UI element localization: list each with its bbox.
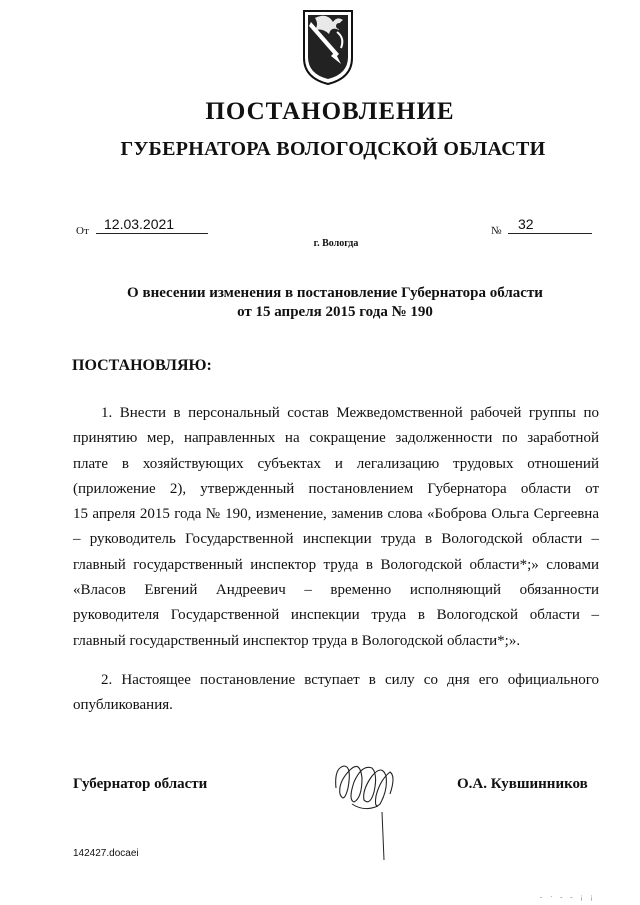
- paragraph-line: руководителя Государственной инспекции труда в Вологодской области –: [73, 607, 599, 624]
- paragraph-line: главный государственный инспектор труда в Вологодской области*;» словами: [73, 556, 599, 573]
- document-subtitle: ГУБЕРНАТОРА ВОЛОГОДСКОЙ ОБЛАСТИ: [120, 138, 546, 160]
- paragraph-line: плате в хозяйствующих субъектах и легализацию трудовых отношений: [73, 455, 599, 472]
- signer-title: Губернатор области: [73, 776, 208, 792]
- paragraph-1: [73, 401, 599, 654]
- date-prefix: От: [76, 225, 89, 237]
- subject-line: от 15 апреля 2015 года № 190: [237, 304, 433, 320]
- number-prefix: №: [491, 225, 502, 237]
- city: г. Вологда: [313, 238, 359, 249]
- coat-of-arms-icon: [301, 8, 355, 86]
- scan-marks: ‐ · ‐ ‐ ¡ ¡: [540, 893, 596, 901]
- handwritten-signature: [330, 754, 400, 864]
- paragraph-line: (приложение 2), утвержденный постановлением Губернатора области от: [73, 480, 599, 497]
- document-title: ПОСТАНОВЛЕНИЕ: [205, 98, 455, 125]
- document-subject: [100, 284, 570, 322]
- resolve-heading: ПОСТАНОВЛЯЮ:: [72, 357, 212, 374]
- paragraph-line: 2. Настоящее постановление вступает в силу со дня его официального: [101, 672, 599, 688]
- subject-line: О внесении изменения в постановление Губернатора области: [127, 285, 543, 301]
- paragraph-line: главный государственный инспектор труда в Вологодской области*;».: [73, 632, 521, 649]
- signer-name: О.А. Кувшинников: [457, 776, 588, 792]
- paragraph-line: – руководитель Государственной инспекции труда в Вологодской области –: [73, 531, 599, 548]
- paragraph-2: [73, 668, 599, 719]
- paragraph-line: опубликования.: [73, 697, 173, 714]
- paragraph-line: принятию мер, направленных на сокращение задолженности по заработной: [73, 430, 599, 447]
- document-id: 142427.docaei: [73, 848, 139, 859]
- paragraph-line: «Власов Евгений Андреевич – временно исполняющий обязанности: [73, 582, 599, 599]
- paragraph-line: 1. Внести в персональный состав Межведомственной рабочей группы по: [101, 405, 599, 421]
- document-date: 12.03.2021: [96, 216, 208, 234]
- paragraph-line: 15 апреля 2015 года № 190, изменение, заменив слова «Боброва Ольга Сергеевна: [73, 506, 599, 523]
- document-number: 32: [508, 216, 592, 234]
